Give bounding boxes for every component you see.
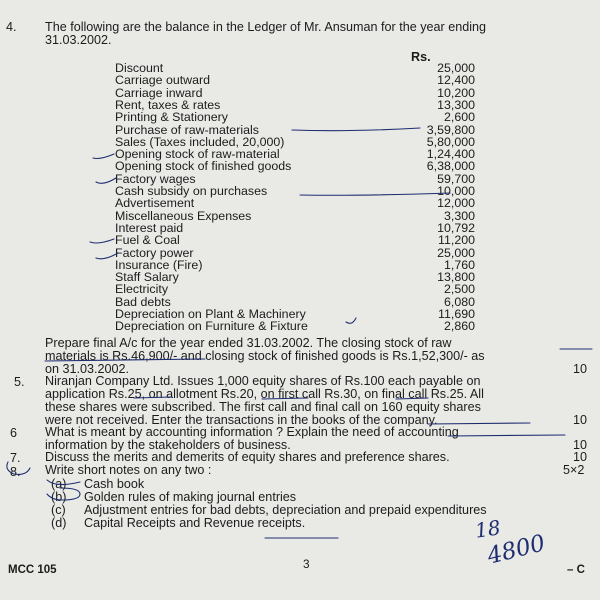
ledger-row: [115, 247, 475, 259]
ledger-amount: 2,600: [443, 110, 475, 125]
ledger-amount: 3,59,800: [426, 122, 475, 137]
ledger-row: [115, 160, 475, 172]
ledger-label: Opening stock of raw-material: [115, 147, 280, 162]
q7-number: 7.: [10, 451, 21, 465]
ledger-row: [115, 136, 475, 148]
q4-instruction-line3: on 31.03.2002.: [45, 362, 130, 376]
ledger-amount: 25,000: [437, 61, 475, 75]
ledger-label: Fuel & Coal: [115, 233, 180, 248]
q8-option-d-text: Capital Receipts and Revenue receipts.: [84, 516, 306, 530]
q4-instruction-line2: materials is Rs.46,900/- and closing stock of finished goods is Rs.1,52,300/- as: [45, 349, 485, 363]
ledger-label: Rent, taxes & rates: [115, 97, 221, 112]
ledger-label: Interest paid: [115, 220, 184, 235]
ledger-row: [115, 99, 475, 111]
q4-line1: The following are the balance in the Ledger of Mr. Ansuman for the year ending: [45, 20, 487, 34]
q4-line2: 31.03.2002.: [45, 33, 112, 47]
q8-option-b-letter: (b): [51, 490, 67, 504]
ledger-amount: 13,800: [437, 270, 475, 285]
ledger-row: [115, 173, 475, 185]
q6-number: 6: [10, 426, 18, 440]
ledger-row: [115, 124, 475, 136]
ledger-amount: 10,792: [437, 220, 475, 235]
ledger-row: [115, 210, 475, 222]
ledger-amount: 25,000: [437, 245, 475, 260]
ledger-amount: 59,700: [437, 171, 475, 186]
ledger-amount: 12,400: [437, 73, 475, 88]
q4-instruction-line1: Prepare final A/c for the year ended 31.03.2002. The closing stock of raw: [45, 336, 452, 350]
ledger-amount: 6,38,000: [426, 159, 475, 174]
ledger-amount: 13,300: [437, 97, 475, 112]
ledger-amount: 5,80,000: [426, 134, 475, 149]
q8-option-a-letter: (a): [51, 477, 67, 491]
q5-marks: 10: [573, 413, 588, 427]
handwritten-note-4800: 4800: [484, 530, 548, 570]
q8-line1: Write short notes on any two :: [45, 463, 212, 477]
ledger-label: Discount: [115, 61, 164, 75]
q8-option-b-text: Golden rules of making journal entries: [84, 490, 297, 504]
q8-option-c-letter: (c): [51, 503, 66, 517]
ledger-row: [115, 185, 475, 197]
ledger-amount: 10,200: [437, 85, 475, 100]
q5-line4: were not received. Enter the transactions in the books of the company.: [45, 413, 438, 427]
ledger-amount: 11,690: [438, 307, 475, 321]
ledger-amount: 3,300: [443, 208, 475, 223]
ledger-row: [115, 87, 475, 99]
ledger-row: [115, 296, 475, 308]
ledger-label: Factory power: [115, 245, 194, 260]
ledger-row: [115, 259, 475, 271]
handwritten-note-18: 18: [473, 515, 502, 543]
ledger-label: Factory wages: [115, 171, 196, 186]
ledger-row: [115, 197, 475, 209]
q8-marks: 5×2: [563, 463, 585, 477]
ledger-row: [115, 111, 475, 123]
q6-line1: What is meant by accounting information ? Explain the need of accounting: [45, 425, 459, 439]
ledger-label: Cash subsidy on purchases: [115, 184, 268, 198]
ledger-amount: 12,000: [437, 196, 475, 211]
ledger-amount: 6,080: [443, 294, 475, 309]
series-code: – C: [567, 564, 585, 576]
q5-line3: these shares were subscribed. The first call and final call on 160 equity shares: [45, 400, 481, 414]
ledger-row: [115, 271, 475, 283]
q8-number: 8.: [10, 465, 21, 479]
ledger-label: Electricity: [115, 282, 169, 297]
ledger-label: Sales (Taxes included, 20,000): [115, 134, 285, 149]
page-number: 3: [303, 557, 310, 571]
ledger-label: Bad debts: [115, 294, 171, 309]
ledger-amount: 1,24,400: [426, 147, 475, 162]
ledger-row: [115, 234, 475, 246]
course-code: MCC 105: [8, 564, 57, 576]
q6-line2: information by the stakeholders of business.: [45, 438, 291, 452]
ledger-label: Printing & Stationery: [115, 110, 228, 125]
ledger-label: Staff Salary: [115, 270, 179, 285]
q5-line2: application Rs.25, on allotment Rs.20, on first call Rs.30, on final call Rs.25. All: [45, 387, 484, 401]
ledger-row: [115, 320, 475, 332]
ledger-label: Carriage outward: [115, 73, 211, 88]
ledger-label: Opening stock of finished goods: [115, 159, 292, 174]
ledger-amount: 2,860: [443, 319, 475, 334]
currency-header: Rs.: [411, 50, 431, 64]
ledger-amount: 2,500: [443, 282, 475, 297]
q4-number: 4.: [6, 20, 17, 34]
ledger-label: Advertisement: [115, 196, 195, 211]
ledger-amount: 11,200: [438, 233, 475, 248]
ledger-label: Carriage inward: [115, 85, 203, 100]
ledger-row: [115, 74, 475, 86]
ledger-row: [115, 308, 475, 320]
q5-line1: Niranjan Company Ltd. Issues 1,000 equity shares of Rs.100 each payable on: [45, 374, 481, 388]
ledger-row: [115, 62, 475, 74]
ledger-row: [115, 283, 475, 295]
ledger-label: Depreciation on Furniture & Fixture: [115, 319, 308, 334]
q8-option-c-text: Adjustment entries for bad debts, depreciation and prepaid expenditures: [84, 503, 487, 517]
ledger-row: [115, 222, 475, 234]
q4-marks: 10: [573, 362, 588, 376]
q8-option-d-letter: (d): [51, 516, 67, 530]
q6-marks: 10: [573, 438, 588, 452]
q5-number: 5.: [14, 375, 25, 389]
ledger-label: Purchase of raw-materials: [115, 122, 259, 137]
q8-option-a-text: Cash book: [84, 477, 145, 491]
ledger-label: Miscellaneous Expenses: [115, 208, 252, 223]
ledger-row: [115, 148, 475, 160]
q7-line1: Discuss the merits and demerits of equity shares and preference shares.: [45, 450, 450, 464]
ledger-label: Insurance (Fire): [115, 257, 203, 272]
ledger-amount: 1,760: [443, 257, 475, 272]
q7-marks: 10: [573, 450, 588, 464]
ledger-amount: 10,000: [437, 184, 475, 198]
ledger-label: Depreciation on Plant & Machinery: [115, 307, 306, 321]
